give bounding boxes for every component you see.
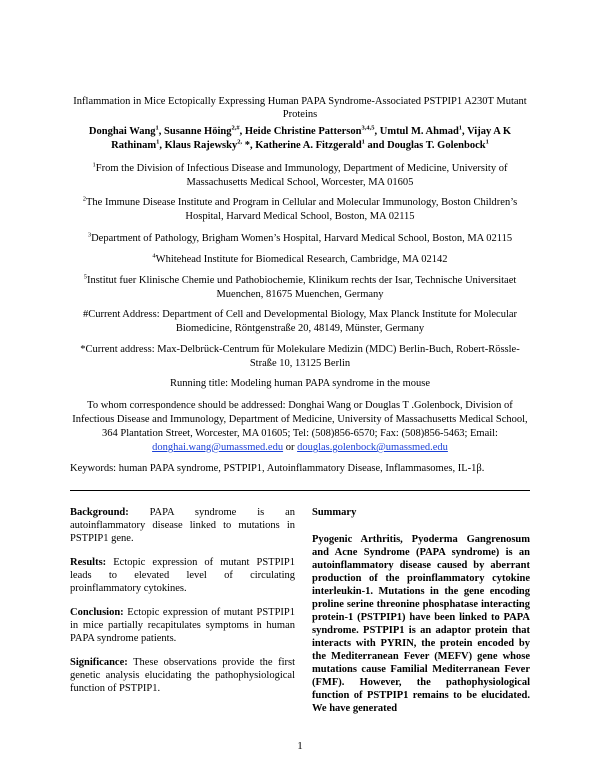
author-list: Donghai Wang$^1$, Susanne Höing$^{2,\#}$, Heide Christine Patterson$^{3,4,5}$, Umtul M. Ahmad$^1$, Vijay A K Rathinam$^1$, Klaus Rajewsky$^{2,}$ *, Katherine A. Fitzgerald$^1$ and Douglas T. Golenbock$^1$ xyxy=(88,124,512,151)
affiliation: $^3$Department of Pathology, Brigham Women’s Hospital, Harvard Medical School, Boston, MA 02115 xyxy=(87,231,513,244)
author: Susanne Höing xyxy=(164,126,232,137)
email-link[interactable]: donghai.wang@umassmed.edu xyxy=(152,442,284,453)
keywords: Keywords: human PAPA syndrome, PSTPIP1, Autoinflammatory Disease, Inflammasomes, IL-1β. xyxy=(70,463,485,474)
abstract-significance: Significance: These observations provide the first genetic analysis elucidating the pathophysiological function of PSTPIP1. xyxy=(70,657,295,694)
abstract-background: Background: PAPA syndrome is an autoinflammatory disease linked to mutations in PSTPIP1 gene. xyxy=(70,507,296,544)
section-divider xyxy=(70,490,530,491)
running-title: Running title: Modeling human PAPA syndrome in the mouse xyxy=(170,378,430,389)
abstract-conclusion: Conclusion: Ectopic expression of mutant PSTPIP1 in mice partially recapitulates symptoms in human PAPA syndrome patients. xyxy=(70,607,296,644)
author: Donghai Wang xyxy=(88,126,156,137)
email-link[interactable]: douglas.golenbock@umassmed.edu xyxy=(297,442,448,453)
affiliation: $^5$Institut fuer Klinische Chemie und Pathobiochemie, Klinikum rechts der Isar, Technische Universitaet Muenchen, 81675 Muenchen, Germany xyxy=(83,273,517,300)
abstract-column xyxy=(70,506,295,706)
author: Katherine A. Fitzgerald xyxy=(255,140,362,151)
author: Douglas T. Golenbock xyxy=(387,140,486,151)
author: Klaus Rajewsky xyxy=(164,140,238,151)
correspondence: To whom correspondence should be addressed: Donghai Wang or Douglas T .Golenbock, Division of Infectious Disease and Immunology, Department of Medicine, University of Massachusetts Medical School, 364 Plantation Street, Worcester, MA 01605; Tel: (508)856-6570; Fax: (508)856-5463; Email: donghai.wang@umassmed.edu or douglas.golenbock@umassmed.edu xyxy=(72,400,528,453)
author: Umtul M. Ahmad xyxy=(379,126,459,137)
abstract-results: Results: Ectopic expression of mutant PSTPIP1 leads to elevated level of circulating proinflammatory cytokines. xyxy=(70,557,296,594)
summary-text: Pyogenic Arthritis, Pyoderma Gangrenosum and Acne Syndrome (PAPA syndrome) is an autoinflammatory disease caused by aberrant production of the proinflammatory cytokine interleukin-1. Mutations in the gene encoding proline serine threonine phosphatase interacting protein-1 (PSTPIP1) have been linked to PAPA syndrome. PSTPIP1 is an adaptor protein that interacts with PYRIN, the protein encoded by the Mediterranean Fever (MEFV) gene whose mutations cause Familial Mediterranean Fever (FMF). However, the pathophysiological function of PSTPIP1 remains to be elucidated. We have generated xyxy=(312,534,530,714)
current-address: *Current address: Max-Delbrück-Centrum für Molekulare Medizin (MDC) Berlin-Buch, Robert-Rössle-Straße 10, 13125 Berlin xyxy=(80,344,520,369)
page-number: 1 xyxy=(297,740,303,752)
current-address: #Current Address: Department of Cell and Developmental Biology, Max Planck Institute for Molecular Biomedicine, Röntgenstraße 20, 48149, Münster, Germany xyxy=(82,309,518,334)
summary-heading: Summary xyxy=(312,507,357,518)
author: Heide Christine Patterson xyxy=(244,126,362,137)
author: Vijay A K Rathinam xyxy=(111,126,512,151)
summary-column xyxy=(312,506,530,715)
affiliation: $^4$Whitehead Institute for Biomedical Research, Cambridge, MA 02142 xyxy=(152,252,448,265)
affiliation: $^1$From the Division of Infectious Disease and Immunology, Department of Medicine, University of Massachusetts Medical School, Worcester, MA 01605 xyxy=(92,161,508,188)
affiliation: $^2$The Immune Disease Institute and Program in Cellular and Molecular Immunology, Boston Children’s Hospital, Harvard Medical School, Boston, MA 02115 xyxy=(82,195,518,222)
paper-title: Inflammation in Mice Ectopically Expressing Human PAPA Syndrome-Associated PSTPIP1 A230T Mutant Proteins xyxy=(73,96,527,120)
